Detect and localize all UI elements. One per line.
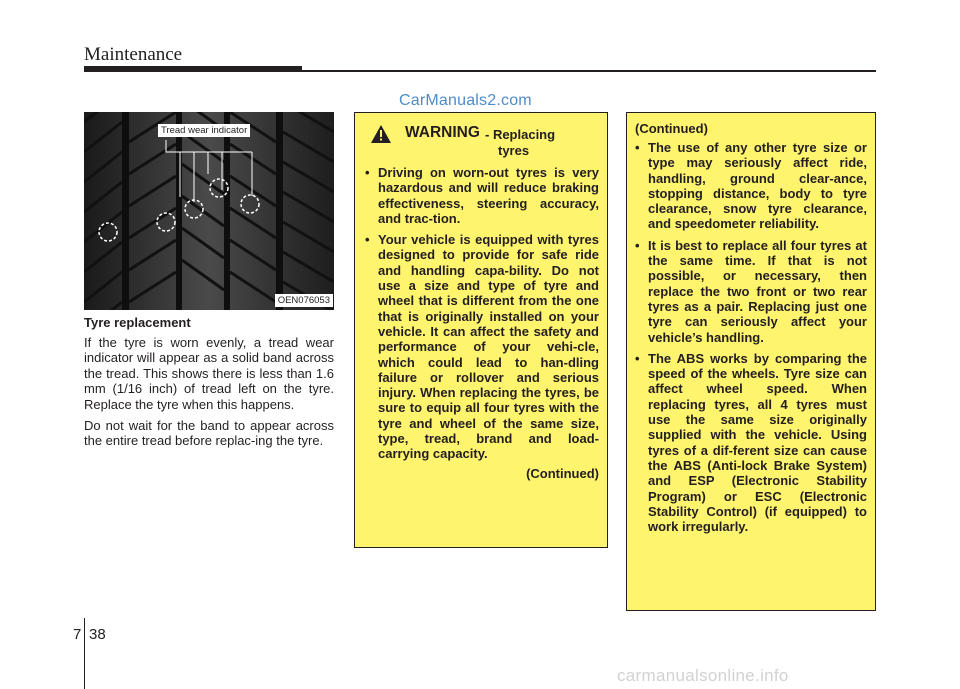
header-rule-thick (84, 66, 302, 72)
warning-label: WARNING (405, 124, 480, 141)
continued-box (626, 112, 876, 611)
continued-heading: (Continued) (635, 121, 708, 136)
footer-divider (84, 618, 85, 689)
tread-wear-callout: Tread wear indicator (158, 124, 250, 137)
warning-title-line2: tyres (498, 143, 530, 158)
section-heading: Tyre replacement (84, 315, 191, 330)
warning-title-line1: - Replacing (485, 127, 556, 142)
warning-triangle-icon (371, 125, 391, 143)
continued-bullet: • The ABS works by comparing the speed of the wheels. Tyre size can affect wheel speed. When replacing tyres, all 4 tyres must use the same size originally supplied with the vehicle. Using tyres of a dif-ferent size can cause the ABS (Anti-lock Brake System) and ESP (Electronic Stability Program) or ESC (Electronic Stability Control) (if equipped) to work irregularly. (635, 351, 867, 535)
section-title: Maintenance (84, 44, 183, 65)
continued-bullets (635, 140, 867, 534)
watermark-bottom: carmanualsonline.info (617, 666, 789, 685)
warning-bullet: • Driving on worn-out tyres is very hazardous and will reduce braking effectiveness, steering accuracy, and trac-tion. (365, 165, 599, 226)
watermark-top: CarManuals2.com (399, 92, 532, 109)
body-paragraph: If the tyre is worn evenly, a tread wear indicator will appear as a solid band across the tread. This shows there is less than 1.6 mm (1/16 inch) of tread left on the tyre. Replace the tyre when this happens. (84, 335, 334, 412)
continued-note: (Continued) (526, 465, 599, 481)
tyre-tread-photo (84, 112, 334, 310)
chapter-number: 7 (73, 626, 82, 643)
warning-box (354, 112, 608, 548)
header-rule-thin (302, 70, 876, 72)
image-code: OEN076053 (275, 294, 333, 307)
body-paragraph: Do not wait for the band to appear across the entire tread before replac-ing the tyre. (84, 418, 334, 449)
continued-bullet: • It is best to replace all four tyres at the same time. If that is not possible, or necessary, then replace the two front or two rear tyres as a pair. Replacing just one tyre can seriously affect your vehicle’s handling. (635, 238, 867, 345)
tyre-replacement-section (84, 315, 334, 455)
tyre-tread-illustration (84, 112, 334, 310)
warning-header (365, 123, 599, 165)
warning-bullet: • Your vehicle is equipped with tyres designed to provide for safe ride and handling capa-bility. Do not use a size and type of tyre and wheel that is different from the one that is originally installed on your vehicle. It can affect the safety and performance of your vehi-cle, which could lead to han-dling failure or rollover and serious injury. When replacing the tyres, be sure to equip all four tyres with the tyre and wheel of the same size, type, tread, brand and load-carrying capacity. (365, 232, 599, 461)
continued-bullet: • The use of any other tyre size or type may seriously affect ride, handling, ground clear-ance, stopping distance, body to tyre clearance, snow tyre clearance, and speedometer reliability. (635, 140, 867, 232)
warning-bullets (365, 165, 599, 462)
page-number: 38 (89, 626, 106, 643)
